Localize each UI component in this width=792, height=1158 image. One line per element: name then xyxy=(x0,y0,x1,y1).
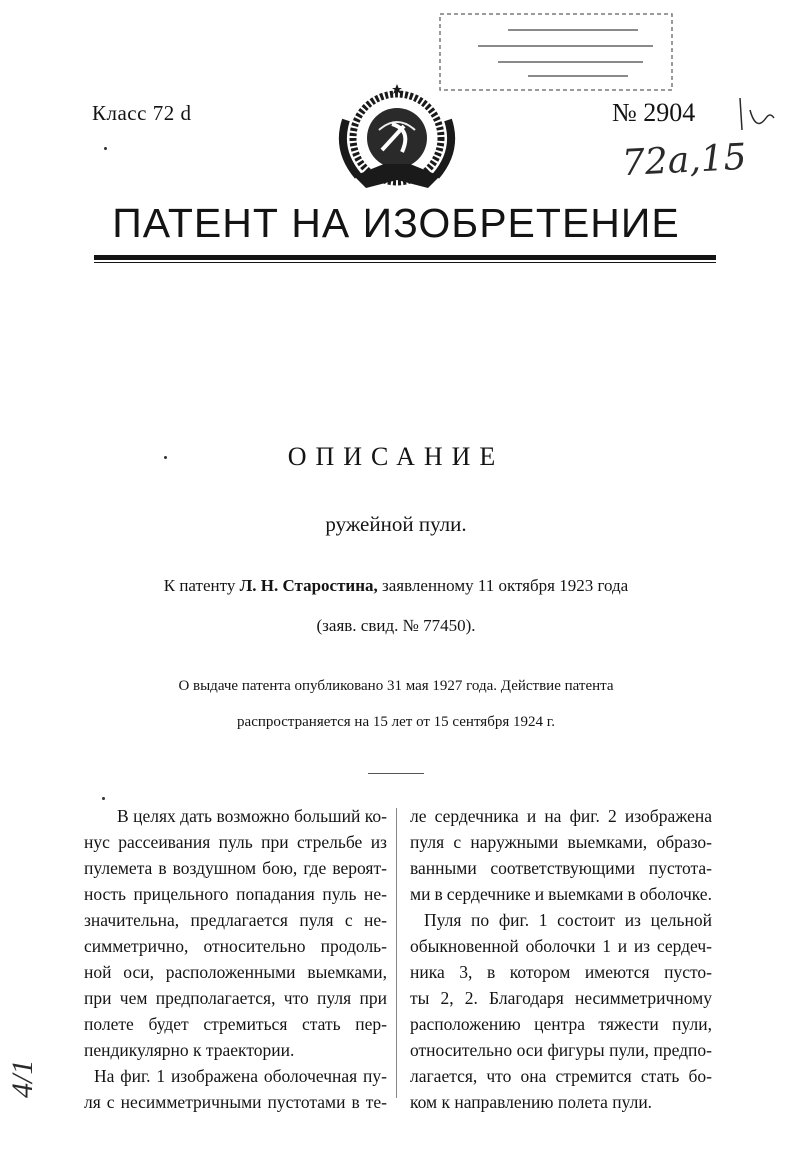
right-line: ле сердечника и на фиг. 2 изображена xyxy=(410,806,712,826)
archive-stamp xyxy=(438,12,674,92)
left-line: при чем предполагается, что пуля при xyxy=(84,988,387,1008)
ussr-emblem-icon xyxy=(332,80,462,202)
publication-line-2: распространяется на 15 лет от 15 сентября 1924 г. xyxy=(237,714,555,730)
assign-suffix: заявленному 11 октября 1923 года xyxy=(382,576,629,595)
title-rule-thick xyxy=(94,255,716,260)
right-line: ванными соответствующими пустота- xyxy=(410,858,712,878)
right-line: ком к направлению полета пули. xyxy=(410,1092,653,1112)
left-line: полете будет стремиться стать пер- xyxy=(84,1014,387,1034)
left-line: ля с несимметричными пустотами в те- xyxy=(84,1092,387,1112)
left-line: ность прицельного попадания пуль не- xyxy=(84,884,387,904)
left-line: симметрично, относительно продоль- xyxy=(84,936,387,956)
description-heading: ОПИСАНИЕ xyxy=(287,442,505,471)
left-line: На фиг. 1 изображена оболочечная пу- xyxy=(94,1066,387,1086)
left-line: ной оси, расположенными выемками, xyxy=(84,962,387,982)
section-divider xyxy=(368,773,424,774)
left-line: В целях дать возможно больший ко- xyxy=(117,806,387,826)
assign-prefix: К патенту xyxy=(163,576,236,595)
right-line: ты 2, 2. Благодаря несимметричному xyxy=(410,988,712,1008)
speck xyxy=(102,797,105,800)
right-line: пуля с наружными выемками, образо- xyxy=(410,832,712,852)
handwritten-mark-icon xyxy=(736,96,776,136)
right-line: относительно оси фигуры пули, предпо- xyxy=(410,1040,712,1060)
right-line: лагается, что она стремится стать бо- xyxy=(410,1066,712,1086)
publication-line-1: О выдаче патента опубликовано 31 мая 1927 года. Действие патента xyxy=(178,678,614,694)
right-line: Пуля по фиг. 1 состоит из цельной xyxy=(424,910,712,930)
document-title: ПАТЕНТ НА ИЗОБРЕТЕНИЕ xyxy=(112,200,680,246)
left-line: нус рассеивания пуль при стрельбе из xyxy=(84,832,387,852)
left-line: пендикулярно к траектории. xyxy=(84,1040,295,1060)
application-number: (заяв. свид. № 77450). xyxy=(316,616,476,635)
assignment-line xyxy=(0,576,792,596)
column-divider xyxy=(396,808,397,1098)
right-line: ника 3, в котором имеются пусто- xyxy=(410,962,712,982)
description-subject: ружейной пули. xyxy=(325,512,467,536)
speck xyxy=(104,147,107,150)
inventor-name: Л. Н. Старостина, xyxy=(239,576,378,595)
left-line: пулемета в воздушном бою, где вероят- xyxy=(84,858,387,878)
left-line: значительна, предлагается пуля с не- xyxy=(84,910,387,930)
right-line: обыкновенной оболочки 1 и из сердеч- xyxy=(410,936,712,956)
right-line: ми в сердечнике и выемками в оболочке. xyxy=(410,884,712,904)
title-rule-thin xyxy=(94,262,716,263)
patent-class: Класс 72 d xyxy=(92,101,192,125)
margin-handwritten-note: 4/1 xyxy=(6,1059,39,1098)
right-line: расположению центра тяжести пули, xyxy=(410,1014,712,1034)
handwritten-class-number: 72a,15 xyxy=(621,136,748,185)
patent-number: № 2904 xyxy=(612,98,696,127)
